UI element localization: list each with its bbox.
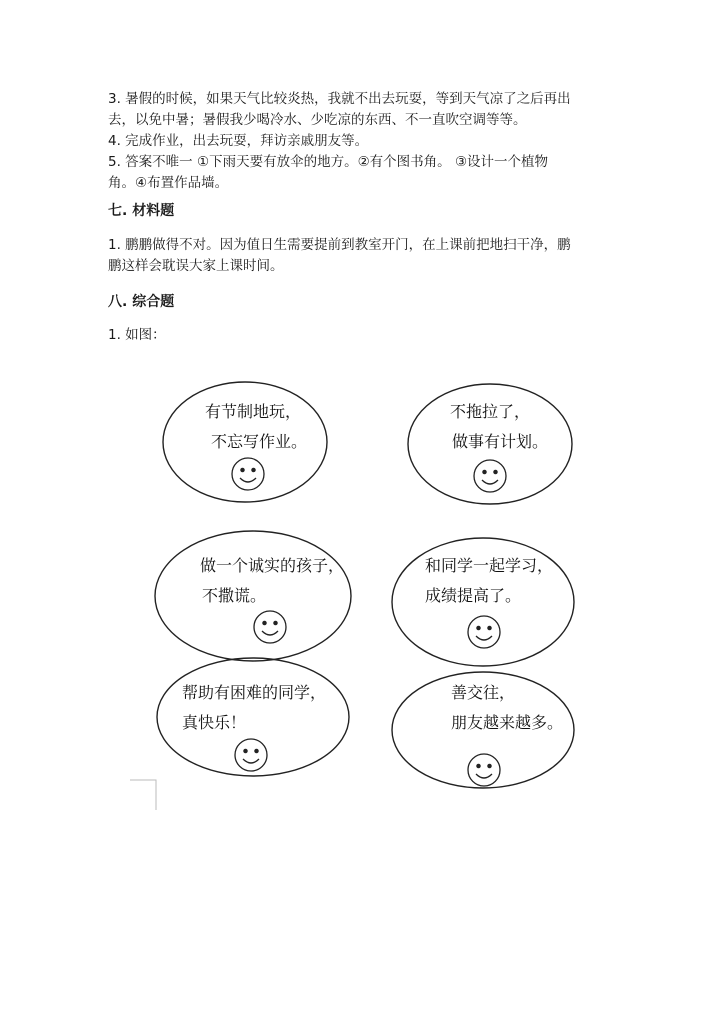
bubble-3-line-1: 做一个诚实的孩子， [200, 556, 345, 575]
section-7-answer-line-2: 鹏这样会耽误大家上课时间。 [108, 258, 284, 274]
smiley-face-icon [474, 460, 506, 492]
bubble-2-text [450, 397, 548, 457]
bubble-4-text [425, 551, 553, 611]
smiley-face-icon [235, 739, 267, 771]
smiley-face-icon [254, 611, 286, 643]
section-7-answer-line-1: 1. 鹏鹏做得不对。因为值日生需要提前到教室开门，在上课前把地扫干净，鹏 [108, 237, 571, 253]
smiley-face-icon [232, 458, 264, 490]
smiley-face-icon [468, 616, 500, 648]
bubble-4-line-1: 和同学一起学习， [425, 556, 554, 575]
bubble-2-line-1: 不拖拉了， [450, 402, 531, 421]
bubble-5-text [182, 678, 326, 738]
bubble-1-line-2: 不忘写作业。 [211, 432, 308, 451]
bubble-1-text [205, 397, 307, 457]
bubble-3-text [200, 551, 344, 611]
bubble-5-line-1: 帮助有困难的同学， [182, 683, 327, 702]
section-8-answer-intro [108, 325, 608, 346]
smiley-face-icon [468, 754, 500, 786]
bubble-figure [150, 378, 590, 808]
bubble-5-line-2: 真快乐！ [182, 713, 247, 732]
answer-5-line-1: 5. 答案不唯一 ①下雨天要有放伞的地方。②有个图书角。 ③设计一个植物 [108, 154, 549, 170]
section-7-heading: 七. 材料题 [108, 203, 175, 219]
bubble-3-line-2: 不撒谎。 [202, 586, 267, 605]
crop-mark [126, 776, 162, 812]
answer-4-line-1: 4. 完成作业，出去玩耍，拜访亲戚朋友等。 [108, 133, 369, 149]
bubble-6-line-1: 善交往， [451, 683, 516, 702]
bubble-2-line-2: 做事有计划。 [452, 432, 549, 451]
section-8-answer-intro-text: 1. 如图： [108, 327, 166, 343]
bubble-6-line-2: 朋友越来越多。 [451, 713, 564, 732]
bubble-4-line-2: 成绩提高了。 [425, 586, 522, 605]
section-8-heading: 八. 综合题 [108, 294, 175, 310]
answer-5-line-2: 角。④布置作品墙。 [108, 175, 229, 191]
answer-3-line-2: 去，以免中暑；暑假我少喝冷水、少吃凉的东西、不一直吹空调等等。 [108, 112, 527, 128]
section-7-answer [108, 235, 608, 277]
bubble-1-line-1: 有节制地玩， [205, 402, 302, 421]
section-6-answers [108, 89, 608, 194]
answer-3-line-1: 3. 暑假的时候，如果天气比较炎热，我就不出去玩耍，等到天气凉了之后再出 [108, 91, 571, 107]
bubble-6-text [435, 678, 563, 738]
